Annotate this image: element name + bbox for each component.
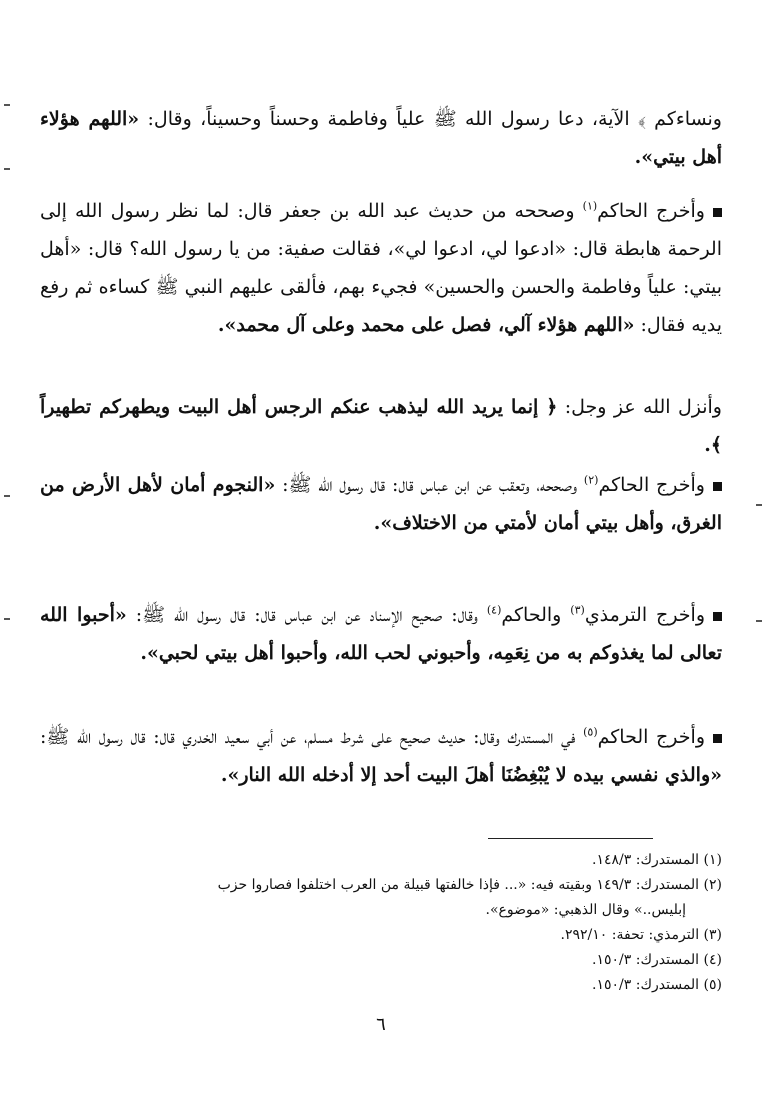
paragraph-text: وصححه، وتعقب عن ابن عباس قال: قال رسول الله ﷺ: bbox=[282, 474, 584, 496]
page-number: ٦ bbox=[376, 1014, 386, 1035]
footnote-divider bbox=[488, 838, 653, 839]
paragraph-1 bbox=[40, 100, 722, 176]
hadith-quote: «أحبوا الله تعالى لما يغذوكم به من نِعَمِه، وأحبوني لحب الله، وأحبوا أهل بيتي لحبي». bbox=[40, 604, 722, 664]
paragraph-2 bbox=[40, 192, 722, 344]
paragraph-lead: وأخرج الحاكم bbox=[597, 200, 705, 222]
paragraph-lead: وأخرج الحاكم bbox=[597, 726, 705, 748]
margin-mark bbox=[4, 495, 10, 497]
paragraph-lead: وأخرج الحاكم bbox=[598, 474, 705, 496]
hadith-quote: «والذي نفسي بيده لا يُبْغِضُنَا أهلَ البيت أحد إلا أدخله الله النار». bbox=[220, 764, 722, 786]
margin-mark bbox=[4, 618, 10, 620]
bullet-icon bbox=[713, 482, 722, 491]
margin-mark bbox=[4, 168, 10, 170]
paragraph-mid: والحاكم bbox=[501, 604, 571, 626]
bullet-icon bbox=[713, 208, 722, 217]
paragraph-6 bbox=[40, 718, 722, 794]
paragraph-text: في المستدرك وقال: حديث صحيح على شرط مسلم، عن أبي سعيد الخدري قال: قال رسول الله ﷺ: bbox=[40, 726, 584, 748]
footnote-2-continued: إبليس..» وقال الذهبي: «موضوع». bbox=[485, 902, 686, 918]
footnote-ref[interactable]: (٤) bbox=[486, 603, 502, 617]
footnote-ref[interactable]: (٥) bbox=[583, 725, 598, 739]
hadith-quote: «اللهم هؤلاء آلي، فصل على محمد وعلى آل محمد». bbox=[217, 314, 635, 336]
margin-mark bbox=[756, 504, 762, 506]
paragraph-4 bbox=[40, 466, 722, 542]
footnote-4: (٤) المستدرك: ١٥٠/٣. bbox=[592, 952, 722, 968]
paragraph-text: وصححه من حديث عبد الله بن جعفر قال: لما نظر رسول الله إلى الرحمة هابطة قال: «ادعوا لي، ادعوا لي»، فقالت صفية: من يا رسول الله؟ قال: «أهل بيتي: علياً وفاطمة والحسن والحسين» فجيء بهم، فألقى عليهم النبي ﷺ كساءه ثم رفع يديه فقال: bbox=[40, 200, 722, 336]
bullet-icon bbox=[713, 734, 722, 743]
paragraph-text: ونساءكم ﴾ الآية، دعا رسول الله ﷺ علياً وفاطمة وحسناً وحسيناً، وقال: bbox=[147, 108, 722, 130]
paragraph-text: وأنزل الله عز وجل: bbox=[564, 396, 722, 418]
footnotes bbox=[40, 848, 722, 998]
paragraph-lead: وأخرج الترمذي bbox=[584, 604, 706, 626]
paragraph-5 bbox=[40, 596, 722, 672]
paragraph-3 bbox=[40, 388, 722, 464]
margin-mark bbox=[756, 620, 762, 622]
quran-verse: ﴿ إنما يريد الله ليذهب عنكم الرجس أهل البيت ويطهركم تطهيراً ﴾. bbox=[40, 396, 722, 456]
footnote-ref[interactable]: (٢) bbox=[583, 473, 599, 487]
footnote-3: (٣) الترمذي: تحفة: ٢٩٢/١٠. bbox=[560, 927, 722, 943]
footnote-2: (٢) المستدرك: ١٤٩/٣ وبقيته فيه: «... فإذا خالفتها قبيلة من العرب اختلفوا فصاروا حزب bbox=[217, 877, 722, 893]
footnote-ref[interactable]: (٣) bbox=[570, 603, 585, 617]
footnote-1: (١) المستدرك: ١٤٨/٣. bbox=[592, 852, 722, 868]
paragraph-text: وقال: صحيح الإسناد عن ابن عباس قال: قال رسول الله ﷺ: bbox=[135, 604, 487, 626]
bullet-icon bbox=[713, 612, 722, 621]
footnote-ref[interactable]: (١) bbox=[582, 199, 598, 213]
margin-mark bbox=[4, 104, 10, 106]
footnote-5: (٥) المستدرك: ١٥٠/٣. bbox=[592, 977, 722, 993]
hadith-quote: «النجوم أمان لأهل الأرض من الغرق، وأهل بيتي أمان لأمتي من الاختلاف». bbox=[40, 474, 722, 534]
hadith-quote: «اللهم هؤلاء أهل بيتي». bbox=[40, 108, 722, 168]
